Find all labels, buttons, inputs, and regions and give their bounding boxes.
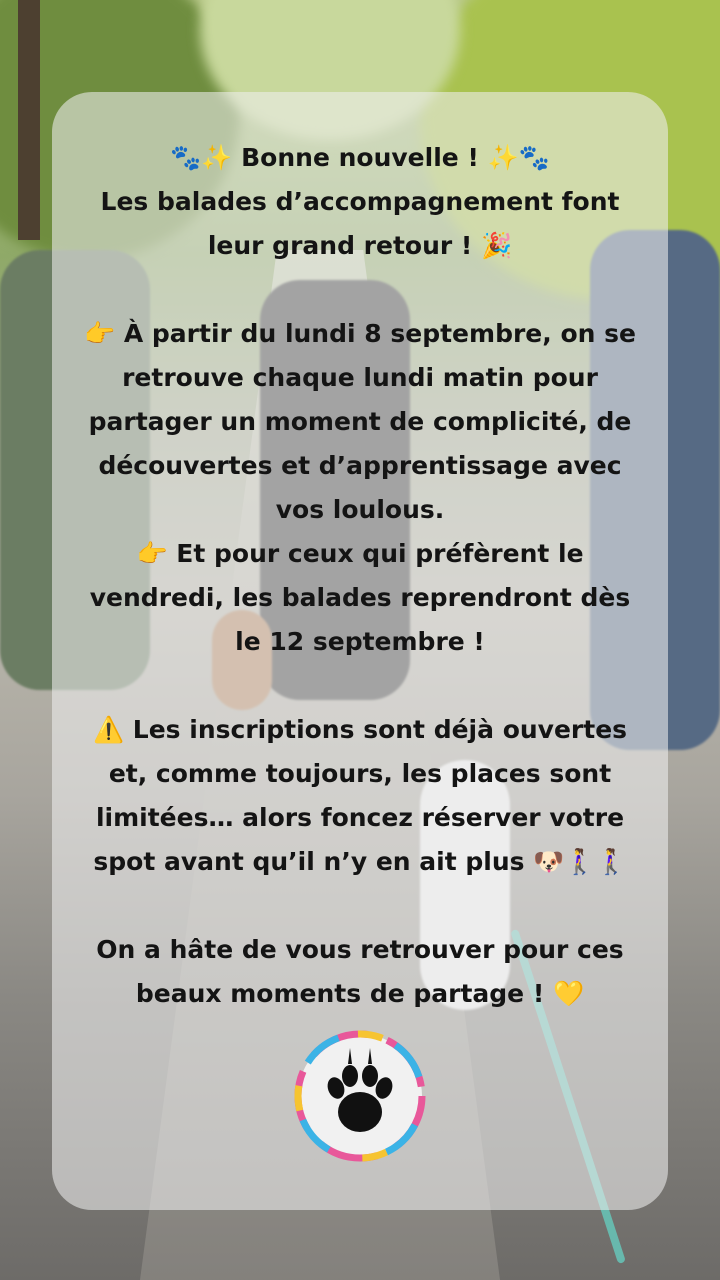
body-line: vendredi, les balades reprendront dès <box>89 583 631 612</box>
body-line: 👉 À partir du lundi 8 septembre, on se <box>84 319 636 348</box>
body-line: ⚠️ Les inscriptions sont déjà ouvertes <box>92 715 628 744</box>
body-line: retrouve chaque lundi matin pour <box>122 363 598 392</box>
body-line: beaux moments de partage ! 💛 <box>135 979 585 1008</box>
body-line: vos loulous. <box>275 495 445 524</box>
post-text <box>60 136 660 1016</box>
body-line: On a hâte de vous retrouver pour ces <box>96 935 624 964</box>
body-line: le 12 septembre ! <box>235 627 485 656</box>
tree-trunk <box>18 0 40 240</box>
body-line: découvertes et d’apprentissage avec <box>98 451 622 480</box>
headline-line: leur grand retour ! 🎉 <box>207 231 513 260</box>
paw-logo <box>290 1026 430 1166</box>
body-line: partager un moment de complicité, de <box>88 407 632 436</box>
headline-line: 🐾✨ Bonne nouvelle ! ✨🐾 <box>170 143 550 172</box>
body-line: limitées… alors foncez réserver votre <box>95 803 625 832</box>
body-line: et, comme toujours, les places sont <box>108 759 612 788</box>
body-line: 👉 Et pour ceux qui préfèrent le <box>136 539 584 568</box>
body-line: spot avant qu’il n’y en ait plus 🐶🚶‍♀️🚶‍♀️ <box>93 847 627 876</box>
headline-line: Les balades d’accompagnement font <box>100 187 620 216</box>
